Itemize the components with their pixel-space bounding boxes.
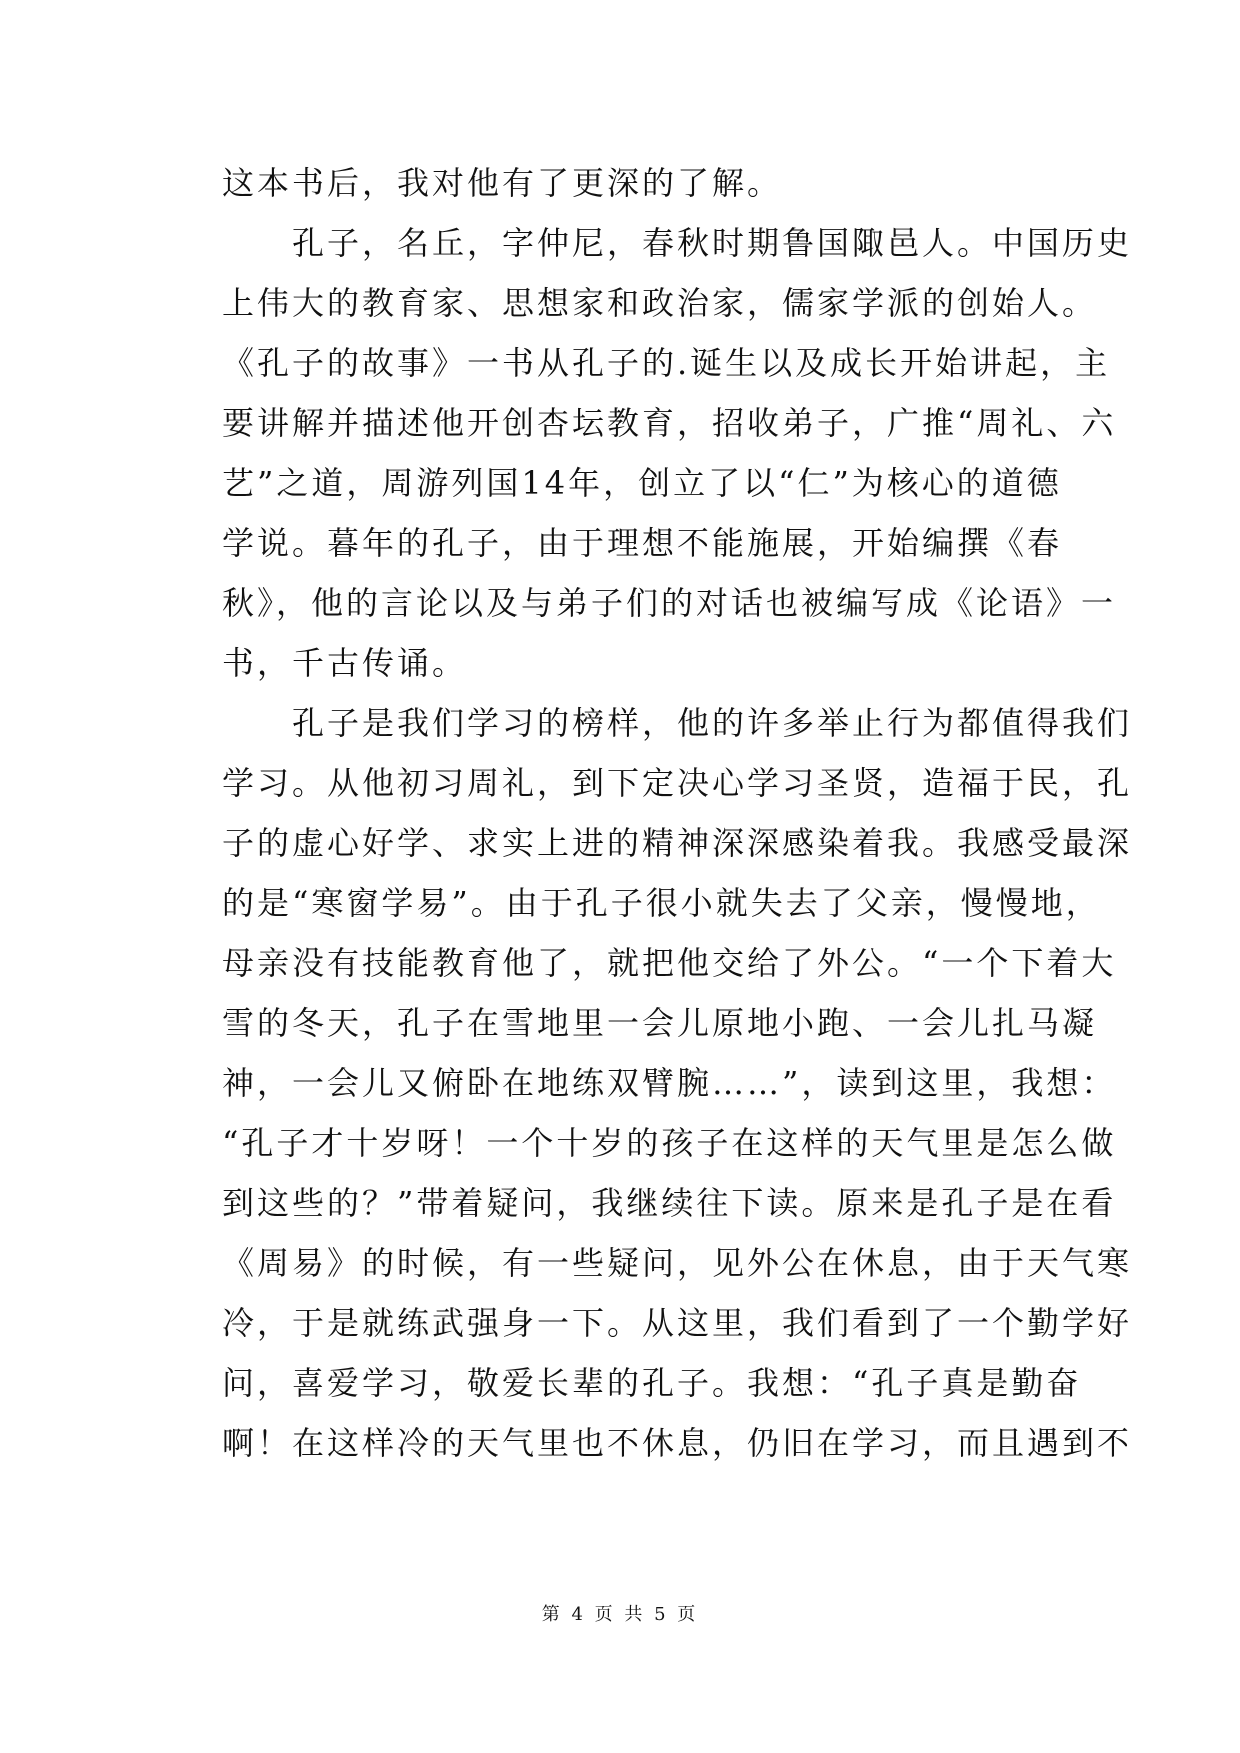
text-line: 神，一会儿又俯卧在地练双臂腕……”，读到这里，我想： bbox=[222, 1064, 1117, 1102]
text-line: 到这些的？”带着疑问，我继续往下读。原来是孔子是在看 bbox=[222, 1184, 1117, 1222]
page-footer: 第 4 页 共 5 页 bbox=[541, 1604, 699, 1625]
text-line: 上伟大的教育家、思想家和政治家，儒家学派的创始人。 bbox=[222, 284, 1098, 322]
text-line: 啊！在这样冷的天气里也不休息，仍旧在学习，而且遇到不 bbox=[222, 1424, 1133, 1462]
text-line: 学习。从他初习周礼，到下定决心学习圣贤，造福于民，孔 bbox=[222, 764, 1133, 802]
text-line: 书，千古传诵。 bbox=[222, 644, 468, 682]
text-line: 母亲没有技能教育他了，就把他交给了外公。“一个下着大 bbox=[222, 944, 1117, 982]
text-line: 要讲解并描述他开创杏坛教育，招收弟子，广推“周礼、六 bbox=[222, 404, 1117, 442]
text-line: 《孔子的故事》一书从孔子的.诞生以及成长开始讲起，主 bbox=[222, 344, 1111, 382]
text-line: 孔子是我们学习的榜样，他的许多举止行为都值得我们 bbox=[222, 704, 1133, 742]
text-line: 《周易》的时候，有一些疑问，见外公在休息，由于天气寒 bbox=[222, 1244, 1133, 1282]
text-line: 问，喜爱学习，敬爱长辈的孔子。我想：“孔子真是勤奋 bbox=[222, 1364, 1082, 1402]
text-line: 雪的冬天，孔子在雪地里一会儿原地小跑、一会儿扎马凝 bbox=[222, 1004, 1098, 1042]
text-line: 学说。暮年的孔子，由于理想不能施展，开始编撰《春 bbox=[222, 524, 1063, 562]
text-line: “孔子才十岁呀！一个十岁的孩子在这样的天气里是怎么做 bbox=[222, 1124, 1117, 1162]
text-line: 这本书后，我对他有了更深的了解。 bbox=[222, 164, 783, 202]
text-line: 艺”之道，周游列国14年，创立了以“仁”为核心的道德 bbox=[222, 464, 1062, 502]
text-line: 秋》，他的言论以及与弟子们的对话也被编写成《论语》一 bbox=[222, 584, 1117, 622]
text-line: 冷，于是就练武强身一下。从这里，我们看到了一个勤学好 bbox=[222, 1304, 1133, 1342]
text-line: 子的虚心好学、求实上进的精神深深感染着我。我感受最深 bbox=[222, 824, 1133, 862]
text-line: 孔子，名丘，字仲尼，春秋时期鲁国陬邑人。中国历史 bbox=[222, 224, 1133, 262]
text-line: 的是“寒窗学易”。由于孔子很小就失去了父亲，慢慢地， bbox=[222, 884, 1101, 922]
